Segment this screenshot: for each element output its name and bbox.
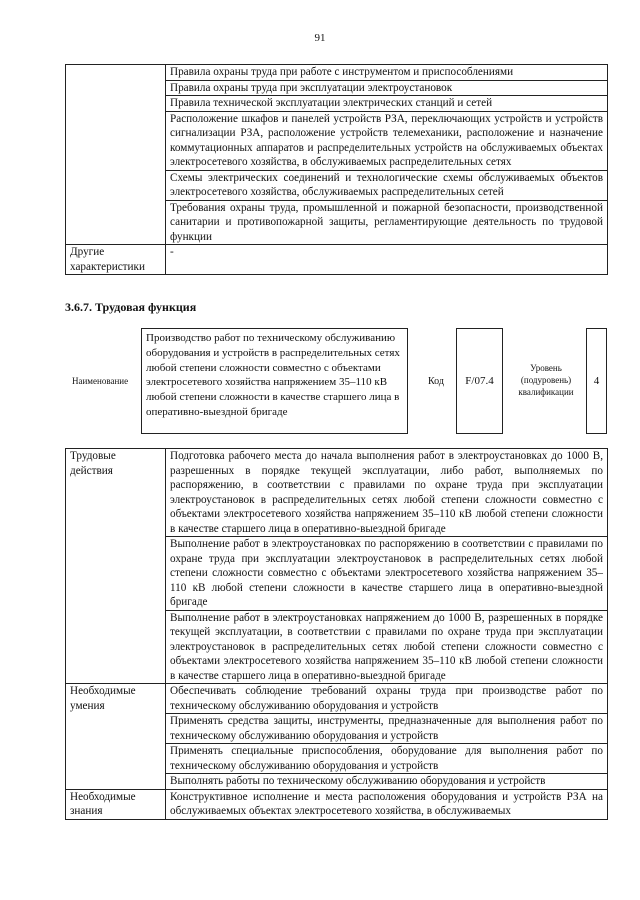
required-skills-label: Необходимые умения [66,684,166,790]
table-cell: Требования охраны труда, промышленной и пожарной безопасности, производственной санитарии и противопожарной защиты, регламентирующие деятельность по трудовой функции [166,200,608,245]
table-cell: Схемы электрических соединений и технологические схемы обслуживаемых объектов электросетевого хозяйства, обслуживаемых распределительных сетей [166,170,608,200]
required-knowledge-label: Необходимые знания [66,789,166,819]
qualification-level-label: Уровень (подуровень) квалификации [518,363,574,397]
table-cell: Выполнение работ в электроустановках по распоряжению в соответствии с правилами по охране труда при эксплуатации электроустановок в распределительных сетях любой степени сложности совместно с объектами электросетевого хозяйства напряжением 35–110 кВ любой степени сложности в качестве старшего лица в оперативно-выездной бригаде [166,537,608,611]
table-cell: Применять средства защиты, инструменты, предназначенные для выполнения работ по техническому обслуживанию оборудования и устройств [166,714,608,744]
requirements-table-continued [65,64,608,275]
table-cell: Выполнение работ в электроустановках напряжением до 1000 В, разрешенных в порядке текущей эксплуатации, в соответствии с правилами по охране труда при эксплуатации электроустановок в распределительных сетях любой степени сложности совместно с объектами электросетевого хозяйства напряжением 35–110 кВ любой степени сложности в качестве старшего лица в оперативно-выездной бригаде [166,610,608,684]
other-characteristics-label: Другие характеристики [66,245,166,275]
name-label: Наименование [72,376,129,386]
code-label: Код [428,376,444,387]
table-cell: Правила технической эксплуатации электрических станций и сетей [166,96,608,112]
table-row [66,65,608,81]
qualification-level-box: 4 [586,328,607,434]
table-cell: - [166,245,608,275]
table-cell: Обеспечивать соблюдение требований охраны труда при производстве работ по техническому обслуживанию оборудования и устройств [166,684,608,714]
table-cell: Правила охраны труда при работе с инструментом и приспособлениями [166,65,608,81]
table-cell: Расположение шкафов и панелей устройств РЗА, переключающих устройств и устройств сигнализации РЗА, расположение устройств телемеханики, расположение и назначение коммутационных аппаратов и распределительных устройств на обслуживаемых объектах электросетевого хозяйства, в обслуживаемых распределительных сетях [166,111,608,170]
table-cell: Правила охраны труда при эксплуатации электроустановок [166,80,608,96]
table-row [66,684,608,714]
labor-function-table [65,448,608,820]
labor-actions-label: Трудовые действия [66,449,166,684]
table-cell: Применять специальные приспособления, оборудование для выполнения работ по техническому обслуживанию оборудования и устройств [166,744,608,774]
empty-label-cell [66,65,166,245]
function-name-box: Производство работ по техническому обслуживанию оборудования и устройств в распределительных сетях любой степени сложности совместно с объектами электросетевого хозяйства напряжением 35–110 кВ любой степени сложности в качестве старшего лица в оперативно-выездной бригаде [141,328,408,434]
page-number: 91 [314,32,326,44]
table-row [66,245,608,275]
code-box: F/07.4 [456,328,503,434]
table-cell: Выполнять работы по техническому обслуживанию оборудования и устройств [166,774,608,790]
section-heading: 3.6.7. Трудовая функция [65,300,197,314]
table-cell: Подготовка рабочего места до начала выполнения работ в электроустановках до 1000 В, разрешенных в порядке текущей эксплуатации, либо работ, выполняемых по распоряжению, в соответствии с правилами по охране труда при эксплуатации электроустановок в распределительных сетях любой степени сложности совместно с объектами электросетевого хозяйства напряжением 35–110 кВ любой степени сложности в качестве старшего лица в оперативно-выездной бригаде [166,449,608,537]
table-row [66,789,608,819]
table-row [66,449,608,537]
table-cell: Конструктивное исполнение и места расположения оборудования и устройств РЗА на обслуживаемых объектах электросетевого хозяйства, в обслуживаемых [166,789,608,819]
